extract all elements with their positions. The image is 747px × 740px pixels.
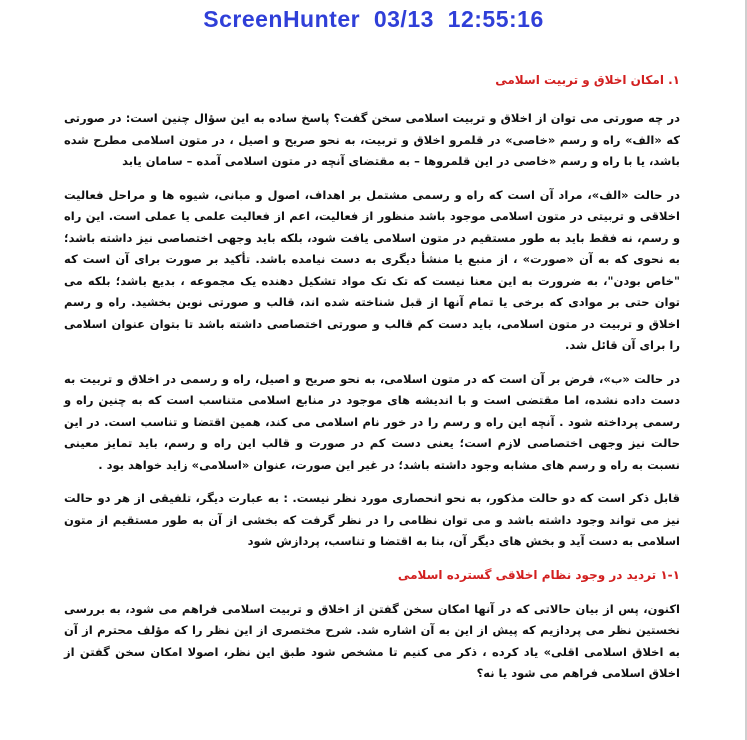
paragraph-intro: در چه صورتی می توان از اخلاق و تربیت اسلامی سخن گفت؟ پاسخ ساده به این سؤال چنین است: در صورتی که «الف» راه و رسم «خاصی» در قلمرو اخلاق و تربیت، به نحو صریح و اصیل ، در متون اسلامی مطرح شده باشد، یا با راه و رسم «خاصی در این قلمروها – به مقتضای آنچه در متون اسلامی آمده – سامان یابد [64, 111, 680, 168]
paragraph-case-alef: در حالت «الف»، مراد آن است که راه و رسمی مشتمل بر اهداف، اصول و مبانی، شیوه ها و مراحل فعالیت اخلاقی و تربیتی در متون اسلامی موجود باشد منظور از فعالیت، اعم از فعالیت علمی یا عملی است. این راه و رسم، نه فقط باید به طور مستقیم در متون اسلامی یافت شود، بلکه باید وجهی اختصاصی نیز داشته باشد؛ به نحوی که به آن «صورت» ، از منبع یا منشأ دیگری به دست نیامده باشد. تأکید بر صورت برای آن است که "خاص بودن"، به ضرورت به این معنا نیست که تک تک مواد تشکیل دهنده یک مجموعه ، بدیع باشد؛ بلکه می توان حتی بر موادی که برخی یا تمام آنها از قبل شناخته شده اند، قالب و صورتی نوین بخشید. راه و رسم اخلاق و تربیت در متون اسلامی، باید دست کم قالب و صورتی اختصاصی داشته باشد تا بتوان عنوان اسلامی را برای آن قائل شد. [64, 187, 680, 352]
paragraph-case-be: در حالت «ب»، فرض بر آن است که در متون اسلامی، به نحو صریح و اصیل، راه و رسمی در اخلاق و تربیت به دست داده نشده، اما مقتضی است و با اندیشه های موجود در منابع اسلامی متناسب است که به چنین راه و رسمی پرداخته شود . آنچه این راه و رسم را در خور نام اسلامی می کند، همین اقتضا و تناسب است. در این حالت نیز وجهی اختصاصی لازم است؛ یعنی دست کم در صورت و قالب این راه و رسم، باید تمایز معینی نسبت به راه و رسم های مشابه وجود داشته باشد؛ در غیر این صورت، عنوان «اسلامی» زاید خواهد بود . [64, 371, 680, 472]
paragraph-combination: قابل ذکر است که دو حالت مذکور، به نحو انحصاری مورد نظر نیست. : به عبارت دیگر، تلفیقی از هر دو حالت نیز می تواند وجود داشته باشد و می توان نظامی را در نظر گرفت که بخشی از آن به طور مستقیم از متون اسلامی به دست آید و بخش های دیگر آن، بنا به اقتضا و تناسب، پردازش شود [64, 491, 680, 548]
document-body [64, 70, 680, 697]
screenhunter-watermark: ScreenHunter 03/13 12:55:16 [203, 6, 544, 32]
subsection-heading: ۱-۱ تردید در وجود نظام اخلاقی گسترده اسلامی [397, 567, 680, 582]
paragraph-final: اکنون، پس از بیان حالاتی که در آنها امکان سخن گفتن از اخلاق و تربیت اسلامی فراهم می شود، به بررسی نخستین نظر می پردازیم که پیش از این به آن اشاره شد. شرح مختصری از این نظر را که مؤلف محترم از آن به اخلاق اسلامی اقلی» یاد کرده ، ذکر می کنیم تا مشخص شود طبق این نظر، اصولا امکان سخن گفتن از اخلاق اسلامی فراهم می شود یا نه؟ [64, 601, 680, 680]
section-heading: ۱. امکان اخلاق و تربیت اسلامی [495, 73, 680, 87]
